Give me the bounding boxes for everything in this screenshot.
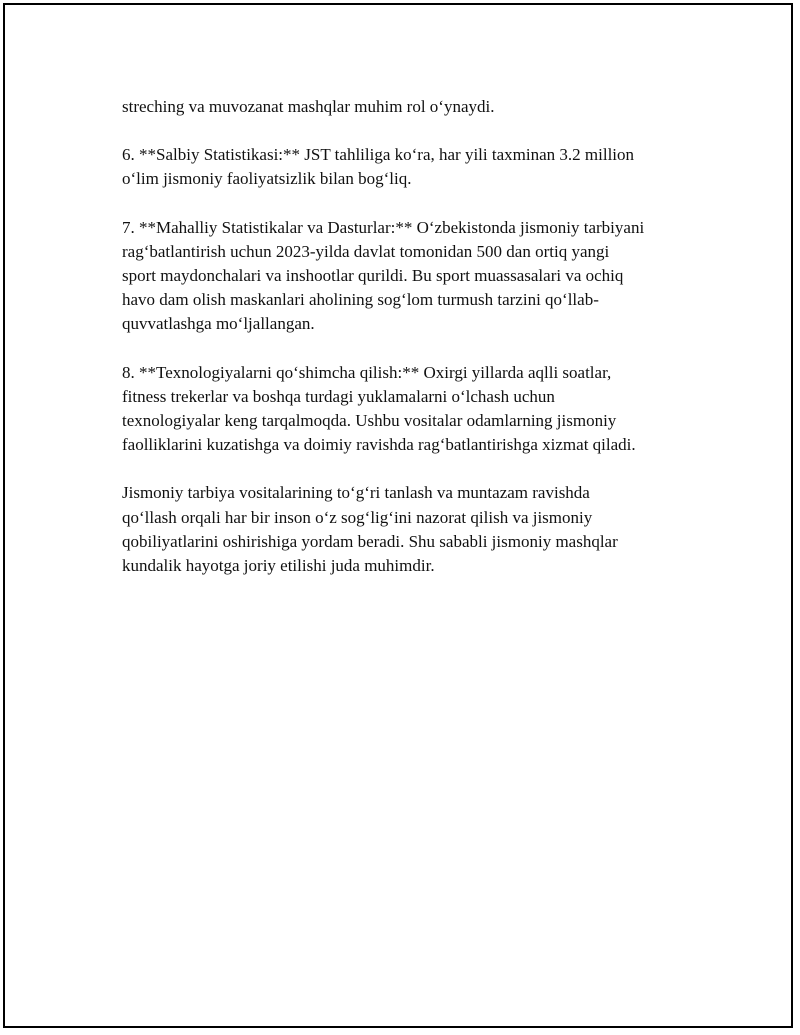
paragraph-conclusion: Jismoniy tarbiya vositalarining to‘g‘ri tanlash va muntazam ravishda qo‘llash orqali har bir inson o‘z sog‘lig‘ini nazorat qilish va jismoniy qobiliyatlarini oshirishiga yordam beradi. Shu sababli jismoniy mashqlar kundalik hayotga joriy etilishi juda muhimdir.: [122, 483, 618, 576]
paragraph-continuation: streching va muvozanat mashqlar muhim rol o‘ynaydi.: [122, 97, 495, 116]
paragraph-item-6: 6. **Salbiy Statistikasi:** JST tahliliga ko‘ra, har yili taxminan 3.2 million o‘lim jismoniy faoliyatsizlik bilan bog‘liq.: [122, 145, 635, 189]
page-frame: [3, 3, 793, 1028]
paragraph-item-8: 8. **Texnologiyalarni qo‘shimcha qilish:** Oxirgi yillarda aqlli soatlar, fitness trekerlar va boshqa turdagi yuklamalarni o‘lchash uchun texnologiyalar keng tarqalmoqda. Ushbu vositalar odamlarning jismoniy faolliklarini kuzatishga va doimiy ravishda rag‘batlantirishga xizmat qiladi.: [122, 362, 636, 455]
paragraph-item-7: 7. **Mahalliy Statistikalar va Dasturlar:** O‘zbekistonda jismoniy tarbiyani rag‘batlantirish uchun 2023-yilda davlat tomonidan 500 dan ortiq yangi sport maydonchalari va inshootlar qurildi. Bu sport muassasalari va ochiq havo dam olish maskanlari aholining sog‘lom turmush tarzini qo‘llab- quvvatlashga mo‘ljallangan.: [122, 217, 645, 334]
document-body: [122, 95, 702, 602]
